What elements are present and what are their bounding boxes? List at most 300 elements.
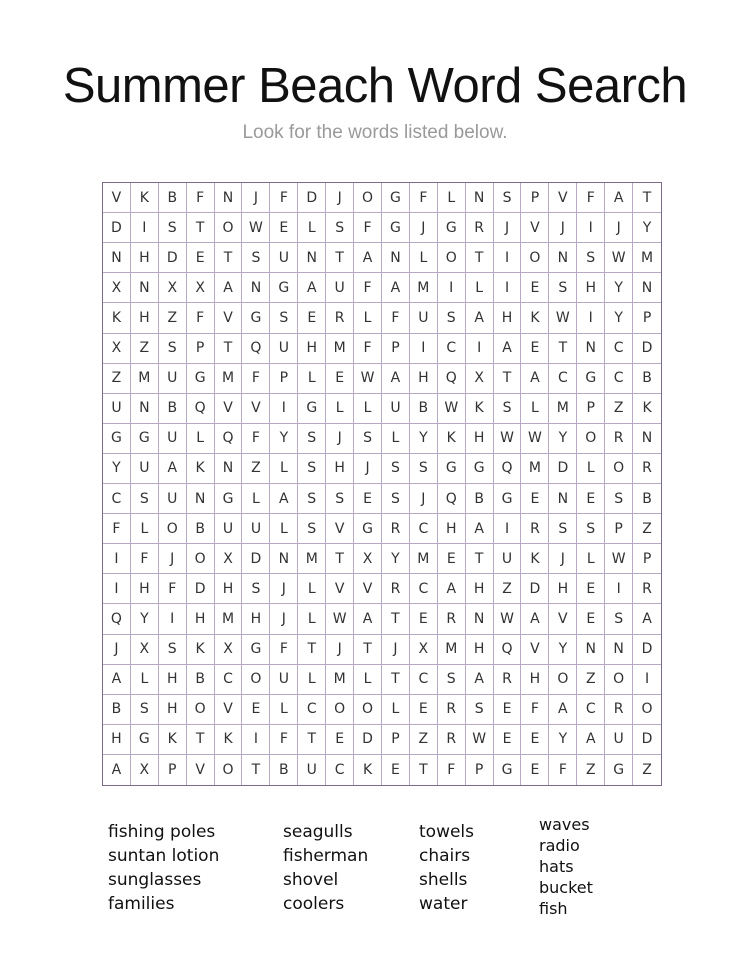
grid-cell: S [242,574,270,604]
grid-cell: O [354,695,382,725]
grid-cell: Z [577,755,605,785]
grid-cell: G [438,454,466,484]
grid-cell: A [494,334,522,364]
grid-cell: Y [270,424,298,454]
word-list-item: chairs [419,846,471,866]
grid-cell: O [159,514,187,544]
grid-cell: Q [494,454,522,484]
word-list-item: waves [539,815,590,834]
page-subtitle: Look for the words listed below. [242,122,508,143]
grid-cell: T [466,544,494,574]
grid-cell: Z [494,574,522,604]
grid-cell: N [549,484,577,514]
grid-cell: S [298,484,326,514]
grid-cell: N [131,273,159,303]
grid-cell: L [466,273,494,303]
grid-cell: D [354,725,382,755]
grid-cell: L [382,424,410,454]
grid-cell: R [382,514,410,544]
grid-cell: D [159,243,187,273]
grid-cell: O [577,424,605,454]
word-list-item: shovel [283,870,339,890]
grid-cell: E [326,725,354,755]
grid-cell: T [187,725,215,755]
word-list-item: families [108,894,175,914]
grid-cell: G [270,273,298,303]
word-list-column-1 [108,820,219,916]
grid-cell: R [438,604,466,634]
grid-cell: J [605,213,633,243]
grid-cell: U [494,544,522,574]
grid-cell: R [521,514,549,544]
grid-cell: H [326,454,354,484]
grid-cell: V [354,574,382,604]
grid-cell: X [215,635,243,665]
grid-cell: N [298,243,326,273]
grid-cell: B [633,364,661,394]
grid-cell: G [242,303,270,333]
grid-cell: D [187,574,215,604]
grid-cell: T [215,243,243,273]
grid-cell: V [215,303,243,333]
grid-cell: A [466,665,494,695]
grid-cell: Y [605,273,633,303]
grid-cell: K [159,725,187,755]
grid-cell: Y [549,424,577,454]
grid-cell: C [410,665,438,695]
grid-cell: K [215,725,243,755]
grid-cell: O [354,183,382,213]
grid-cell: X [354,544,382,574]
grid-cell: F [382,303,410,333]
grid-cell: S [159,334,187,364]
word-list-column-3 [419,820,474,916]
grid-cell: C [215,665,243,695]
word-list-item: towels [419,822,475,842]
grid-cell: B [270,755,298,785]
grid-cell: T [354,635,382,665]
word-list-item: radio [539,836,580,855]
grid-cell: V [242,394,270,424]
grid-cell: O [605,665,633,695]
grid-cell: F [438,755,466,785]
grid-cell: E [242,695,270,725]
grid-cell: F [354,334,382,364]
grid-cell: G [215,484,243,514]
grid-cell: U [270,243,298,273]
grid-cell: P [159,755,187,785]
grid-cell: M [410,273,438,303]
grid-cell: G [577,364,605,394]
grid-cell: R [326,303,354,333]
grid-cell: Z [159,303,187,333]
grid-cell: B [410,394,438,424]
grid-cell: F [187,303,215,333]
grid-cell: P [187,334,215,364]
grid-cell: L [270,454,298,484]
grid-cell: T [215,334,243,364]
grid-cell: D [633,725,661,755]
grid-cell: B [159,183,187,213]
grid-cell: E [382,755,410,785]
grid-cell: T [633,183,661,213]
grid-cell: E [298,303,326,333]
grid-cell: X [159,273,187,303]
grid-cell: A [438,574,466,604]
grid-cell: I [577,303,605,333]
grid-cell: N [605,635,633,665]
grid-cell: J [549,544,577,574]
grid-cell: N [187,484,215,514]
grid-cell: S [466,695,494,725]
grid-cell: A [521,604,549,634]
grid-cell: S [494,394,522,424]
grid-cell: H [549,574,577,604]
grid-cell: N [215,454,243,484]
grid-cell: J [242,183,270,213]
grid-cell: I [494,514,522,544]
grid-cell: I [577,213,605,243]
grid-cell: U [382,394,410,424]
grid-cell: X [187,273,215,303]
grid-cell: K [466,394,494,424]
grid-cell: F [159,574,187,604]
grid-cell: L [131,514,159,544]
word-list-item: bucket [539,878,593,897]
grid-cell: J [270,604,298,634]
grid-cell: F [242,424,270,454]
grid-cell: G [131,424,159,454]
grid-cell: X [131,635,159,665]
grid-cell: Q [242,334,270,364]
word-list-item: hats [539,857,574,876]
grid-cell: J [382,635,410,665]
grid-cell: Z [642,761,652,778]
grid-cell: T [326,243,354,273]
grid-cell: U [159,424,187,454]
grid-cell: K [354,755,382,785]
grid-cell: R [633,454,661,484]
grid-cell: O [215,755,243,785]
grid-cell: J [410,213,438,243]
grid-cell: M [410,544,438,574]
grid-cell: S [326,484,354,514]
grid-cell: F [549,755,577,785]
grid-cell: H [159,695,187,725]
grid-cell: C [549,364,577,394]
grid-cell: H [215,574,243,604]
grid-cell: W [354,364,382,394]
grid-cell: G [466,454,494,484]
grid-cell: A [215,273,243,303]
grid-cell: S [159,213,187,243]
word-list-item: suntan lotion [108,846,220,866]
grid-cell: J [270,574,298,604]
grid-cell: L [270,695,298,725]
grid-cell: Q [187,394,215,424]
grid-cell: S [326,213,354,243]
grid-cell: P [466,755,494,785]
grid-cell: I [159,604,187,634]
grid-cell: Z [242,454,270,484]
grid-cell: V [326,514,354,544]
grid-cell: T [494,364,522,394]
grid-cell: L [577,454,605,484]
grid-cell: Z [410,725,438,755]
grid-cell: Y [549,725,577,755]
grid-cell: Z [605,394,633,424]
word-list-item: shells [419,870,468,890]
grid-cell: I [494,243,522,273]
grid-cell: H [494,303,522,333]
grid-cell: N [215,183,243,213]
grid-cell: Z [577,665,605,695]
grid-cell: W [326,604,354,634]
grid-cell: S [298,424,326,454]
grid-cell: U [103,394,131,424]
grid-cell: N [577,635,605,665]
grid-cell: R [605,424,633,454]
grid-cell: M [215,364,243,394]
grid-cell: O [605,454,633,484]
grid-cell: Z [103,364,131,394]
grid-cell: O [549,665,577,695]
grid-cell: G [187,364,215,394]
grid-cell: U [270,334,298,364]
grid-cell: J [326,183,354,213]
grid-cell: Y [103,454,131,484]
grid-cell: D [549,454,577,484]
grid-cell: A [354,604,382,634]
grid-cell: Y [605,303,633,333]
grid-cell: V [103,183,131,213]
grid-cell: A [159,454,187,484]
grid-cell: J [326,424,354,454]
grid-cell: W [242,213,270,243]
word-list-item: fish [539,899,568,918]
grid-cell: O [187,695,215,725]
grid-cell: S [382,484,410,514]
grid-cell: K [103,303,131,333]
grid-cell: B [187,514,215,544]
grid-cell: U [605,725,633,755]
grid-cell: P [521,183,549,213]
grid-cell: P [605,514,633,544]
grid-cell: W [494,424,522,454]
grid-cell: M [326,334,354,364]
grid-cell: B [633,484,661,514]
grid-cell: N [466,604,494,634]
word-list-column-2 [283,820,368,916]
grid-cell: E [494,725,522,755]
grid-cell: L [242,484,270,514]
grid-cell: N [466,183,494,213]
grid-cell: K [187,454,215,484]
grid-cell: O [187,544,215,574]
grid-cell: X [103,273,131,303]
grid-cell: H [131,303,159,333]
grid-cell: N [549,243,577,273]
grid-cell: S [298,514,326,544]
grid-cell: M [298,544,326,574]
grid-cell: S [438,665,466,695]
grid-cell: C [605,334,633,364]
grid-cell: Q [438,364,466,394]
grid-cell: J [159,544,187,574]
grid-cell: I [633,665,661,695]
grid-cell: A [466,303,494,333]
grid-cell: U [242,514,270,544]
grid-cell: E [577,484,605,514]
grid-cell: T [549,334,577,364]
grid-cell: E [354,484,382,514]
grid-cell: D [298,183,326,213]
grid-cell: O [438,243,466,273]
word-list-column-4 [539,814,593,919]
grid-cell: O [326,695,354,725]
grid-cell: Q [494,635,522,665]
grid-cell: S [605,604,633,634]
grid-cell: I [438,273,466,303]
word-list-item: seagulls [283,822,353,842]
grid-cell: I [605,574,633,604]
grid-cell: F [354,273,382,303]
grid-cell: A [270,484,298,514]
grid-cell: Y [410,424,438,454]
grid-cell: C [326,755,354,785]
grid-cell: M [521,454,549,484]
grid-cell: R [605,695,633,725]
grid-cell: C [103,484,131,514]
grid-cell: C [410,574,438,604]
word-list-item: fishing poles [108,822,216,842]
grid-cell: T [466,243,494,273]
grid-cell: W [466,725,494,755]
grid-cell: G [354,514,382,544]
grid-cell: U [159,364,187,394]
grid-cell: J [494,213,522,243]
grid-cell: D [103,213,131,243]
grid-cell: K [438,424,466,454]
grid-cell: F [577,183,605,213]
grid-cell: T [187,213,215,243]
grid-cell: E [410,695,438,725]
word-list-item: water [419,894,468,914]
grid-cell: N [103,243,131,273]
grid-cell: O [633,695,661,725]
grid-cell: W [605,243,633,273]
grid-cell: M [549,394,577,424]
grid-cell: A [298,273,326,303]
grid-cell: R [438,725,466,755]
grid-cell: Z [131,334,159,364]
grid-cell: I [103,574,131,604]
grid-cell: T [410,755,438,785]
grid-cell: S [549,514,577,544]
grid-cell: K [521,303,549,333]
grid-cell: J [410,484,438,514]
grid-cell: V [549,183,577,213]
grid-cell: M [633,243,661,273]
grid-cell: S [577,243,605,273]
grid-cell: H [521,665,549,695]
grid-cell: U [326,273,354,303]
grid-cell: L [131,665,159,695]
grid-cell: O [215,213,243,243]
grid-cell: X [410,635,438,665]
grid-cell: T [326,544,354,574]
grid-cell: G [438,213,466,243]
grid-cell: L [298,604,326,634]
grid-cell: D [633,334,661,364]
grid-cell: W [521,424,549,454]
grid-cell: P [633,544,661,574]
grid-cell: S [270,303,298,333]
grid-cell: S [549,273,577,303]
grid-cell: T [382,604,410,634]
grid-cell: L [577,544,605,574]
grid-cell: I [466,334,494,364]
grid-cell: S [159,635,187,665]
word-list-item: coolers [283,894,345,914]
grid-cell: N [270,544,298,574]
word-list-item: fisherman [283,846,369,866]
grid-cell: E [577,604,605,634]
grid-cell: U [298,755,326,785]
grid-cell: F [131,544,159,574]
grid-cell: T [242,755,270,785]
grid-cell: X [103,334,131,364]
grid-cell: F [270,183,298,213]
grid-cell: V [215,394,243,424]
grid-cell: E [438,544,466,574]
grid-cell: O [242,665,270,695]
grid-cell: L [187,424,215,454]
grid-cell: S [605,484,633,514]
grid-cell: G [242,635,270,665]
grid-cell: P [270,364,298,394]
grid-cell: E [521,273,549,303]
grid-cell: R [633,574,661,604]
grid-cell: G [382,183,410,213]
grid-cell: C [438,334,466,364]
grid-cell: Q [103,604,131,634]
grid-cell: S [298,454,326,484]
grid-cell: W [605,544,633,574]
grid-cell: Y [633,213,661,243]
grid-cell: L [298,665,326,695]
grid-cell: H [159,665,187,695]
word-list-item: sunglasses [108,870,202,890]
grid-cell: L [354,303,382,333]
grid-cell: G [382,213,410,243]
grid-cell: I [494,273,522,303]
grid-cell: H [466,635,494,665]
grid-cell: K [187,635,215,665]
grid-cell: G [131,725,159,755]
grid-cell: F [521,695,549,725]
grid-cell: L [298,574,326,604]
grid-cell: H [298,334,326,364]
grid-cell: R [382,574,410,604]
grid-cell: I [270,394,298,424]
grid-cell: L [438,183,466,213]
grid-cell: L [298,364,326,394]
grid-cell: S [577,514,605,544]
grid-cell: G [605,755,633,785]
grid-cell: F [242,364,270,394]
grid-cell: S [131,484,159,514]
